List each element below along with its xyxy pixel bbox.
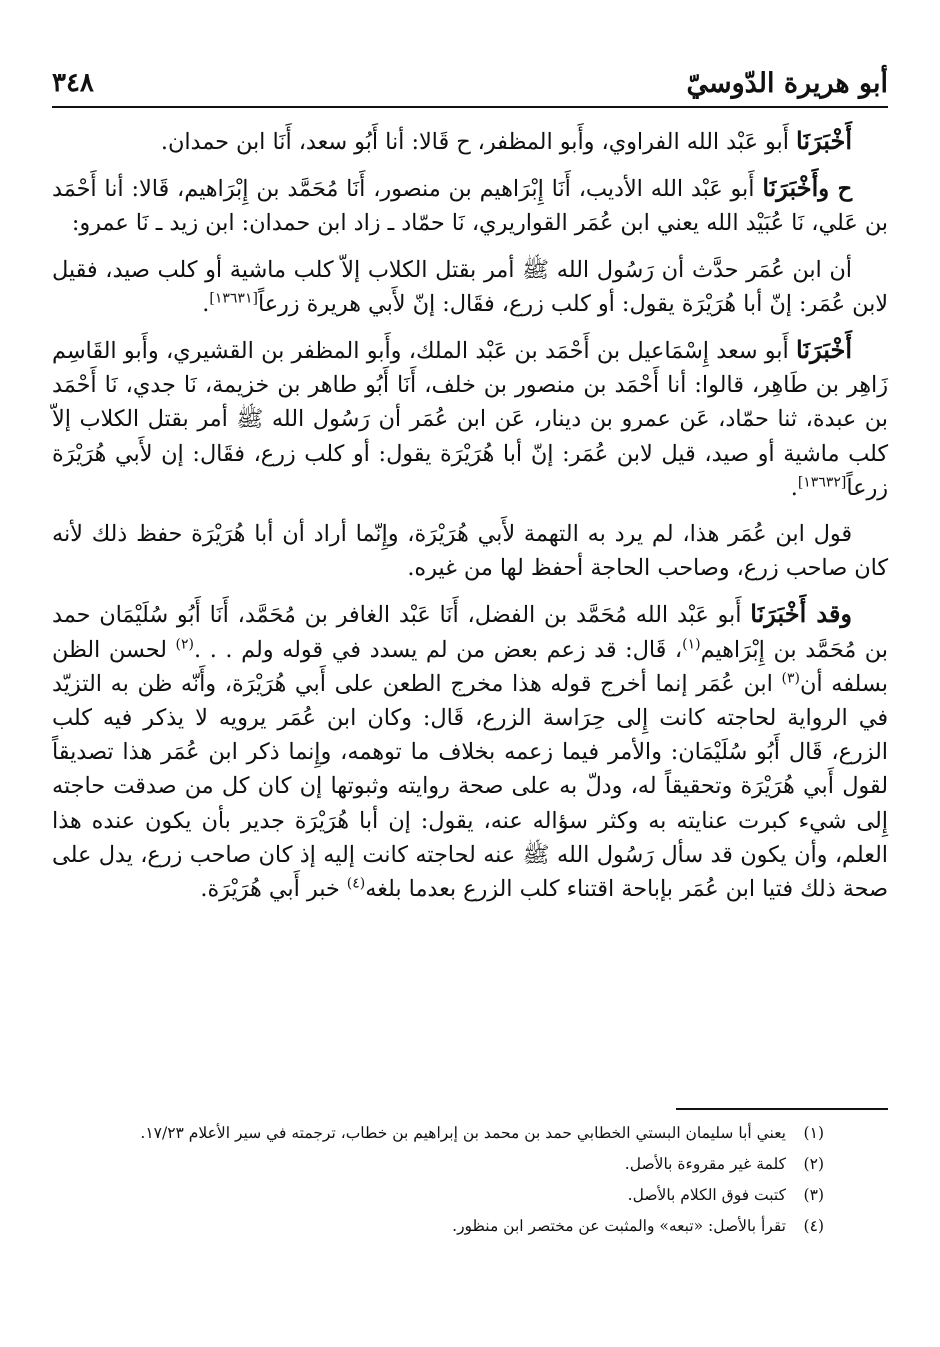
footnote-number: (٢) — [803, 1155, 824, 1173]
akhbarana-keyword: أَخْبَرَنَا — [796, 335, 852, 365]
paragraph-text: ابن عُمَر إنما أخرج قوله هذا مخرج الطعن على أَبي هُرَيْرَة، وأَنّه ظن به التزيّد في الرواية لحاجته كانت إِلى حِرَاسة الزرع، قَال: وكان ابن عُمَر يرويه لا يذكر فيه كلب الزرع، قَال أَبُو سُلَيْمَان: والأمر فيما زعمه بخلاف ما توهمه، وإِنما ذكر ابن عُمَر هذا تصديقاً لقول أَبي هُرَيْرَة وتحقيقاً له، ودلّ به على صحة روايته وثبوتها إن كان كل من صدقت حاجته إِلى شيء كبرت عنايته به وكثر سؤاله عنه، يقول: إن أبا هُرَيْرَة جدير بأن يكون عنده هذا العلم، وأن يكون قد سأل رَسُول الله ﷺ عنه لحاجته كانت إليه إذ كان صاحب زرع، يدل على صحة ذلك فتيا ابن عُمَر بإباحة اقتناء كلب الزرع بعدما بلغه — [52, 670, 888, 903]
footnote-ref-1[interactable]: (١) — [682, 636, 701, 653]
main-text — [52, 124, 888, 918]
footnote-number: (١) — [803, 1124, 824, 1142]
footnote-1 — [52, 1118, 888, 1149]
page-number: ٣٤٨ — [52, 68, 94, 98]
footnote-text: يعني أبا سليمان البستي الخطابي حمد بن محمد بن إبراهيم بن خطاب، ترجمته في سير الأعلام ١٧/٢٣. — [140, 1124, 786, 1142]
footnote-number: (٤) — [803, 1217, 824, 1235]
paragraph-1 — [52, 124, 888, 159]
footnote-3 — [52, 1180, 888, 1211]
akhbarana-keyword: أَخْبَرَنَا — [762, 173, 819, 203]
footnote-text: تقرأ بالأصل: «تبعه» والمثبت عن مختصر ابن منظور. — [452, 1217, 786, 1235]
paragraph-4 — [52, 333, 888, 505]
paragraph-3 — [52, 253, 888, 321]
footnote-ref-3[interactable]: (٣) — [781, 670, 800, 687]
paragraph-5 — [52, 517, 888, 585]
paragraph-text: ، قَال: قد زعم بعض من لم يسدد في قوله ولم . . . — [194, 636, 683, 663]
paragraph-prefix: ح و — [818, 176, 852, 203]
footnote-4 — [52, 1211, 888, 1242]
paragraph-text: لحسن الظن بسلفه أن — [52, 636, 888, 697]
paragraph-text: خبر أَبي هُرَيْرَة. — [200, 876, 347, 903]
footnote-ref-4[interactable]: (٤) — [346, 875, 366, 892]
paragraph-prefix: وقد — [806, 599, 853, 629]
footnote-text: كلمة غير مقروءة بالأصل. — [624, 1155, 786, 1173]
running-title: أبو هريرة الدّوسيّ — [686, 67, 888, 99]
akhbarana-keyword: أَخْبَرَنَا — [750, 599, 807, 629]
footnote-2 — [52, 1149, 888, 1180]
paragraph-text: أَبو سعد إِسْمَاعيل بن أَحْمَد بن عَبْد الملك، وأَبو المظفر بن القشيري، وأَبو القَاسِم زَاهِر بن طَاهِر، قالوا: أنا أَحْمَد بن منصور بن خلف، أَنَا أَبُو طاهر بن خزيمة، نَا جدي، نَا أَحْمَد بن عبدة، ثنا حمّاد، عَن عمرو بن دينار، عَن ابن عُمَر أن رَسُول الله ﷺ أمر بقتل الكلاب إلاّ كلب ماشية أو صيد، قيل لابن عُمَر: إنّ أبا هُرَيْرَة يقول: أو كلب زرع، فقَال: إن لأَبي هُرَيْرَة زرعاً — [52, 338, 888, 501]
page-header — [52, 60, 888, 108]
footnote-ref-2[interactable]: (٢) — [175, 636, 195, 653]
footnotes — [52, 1118, 888, 1242]
footnote-number: (٣) — [803, 1186, 824, 1204]
paragraph-text: أَبو عَبْد الله الفراوي، وأَبو المظفر، ح قَالا: أنا أَبُو سعد، أَنَا ابن حمدان. — [160, 129, 797, 155]
paragraph-text: أَبو عَبْد الله الأديب، أَنَا إِبْرَاهيم بن منصور، أَنَا مُحَمَّد بن إِبْرَاهيم، قَالا: أنا أَحْمَد بن عَلي، نَا عُبَيْد الله يعني ابن عُمَر القواريري، نَا حمّاد ـ زاد ابن حمدان: ابن زيد ـ نَا عمرو: — [52, 176, 888, 237]
footnote-text: كتبت فوق الكلام بالأصل. — [627, 1186, 786, 1204]
paragraph-text: أن ابن عُمَر حدَّث أن رَسُول الله ﷺ أمر بقتل الكلاب إلاّ كلب ماشية أو كلب صيد، فقيل لابن عُمَر: إنّ أبا هُرَيْرَة يقول: أو كلب زرع، فقَال: إنّ لأَبي هريرة زرعاً — [52, 256, 888, 317]
hadith-number-ref: [١٣٦٣٢] — [797, 474, 847, 491]
paragraph-text: قول ابن عُمَر هذا، لم يرد به التهمة لأَبي هُرَيْرَة، وإِنّما أراد أن أبا هُرَيْرَة حفظ ذلك لأنه كان صاحب زرع، وصاحب الحاجة أحفظ لها من غيره. — [52, 521, 888, 582]
akhbarana-keyword: أَخْبَرَنَا — [796, 126, 852, 155]
paragraph-end: . — [202, 290, 210, 317]
paragraph-2 — [52, 171, 888, 240]
paragraph-text: أَبو عَبْد الله مُحَمَّد بن الفضل، أَنَا عَبْد الغافر بن مُحَمَّد، أَنَا أَبُو سُلَيْمَان حمد بن مُحَمَّد بن إِبْرَاهيم — [52, 602, 888, 663]
hadith-number-ref: [١٣٦٣١] — [209, 290, 258, 307]
paragraph-6 — [52, 597, 888, 906]
footnote-separator — [676, 1108, 888, 1110]
paragraph-end: . — [790, 474, 798, 501]
